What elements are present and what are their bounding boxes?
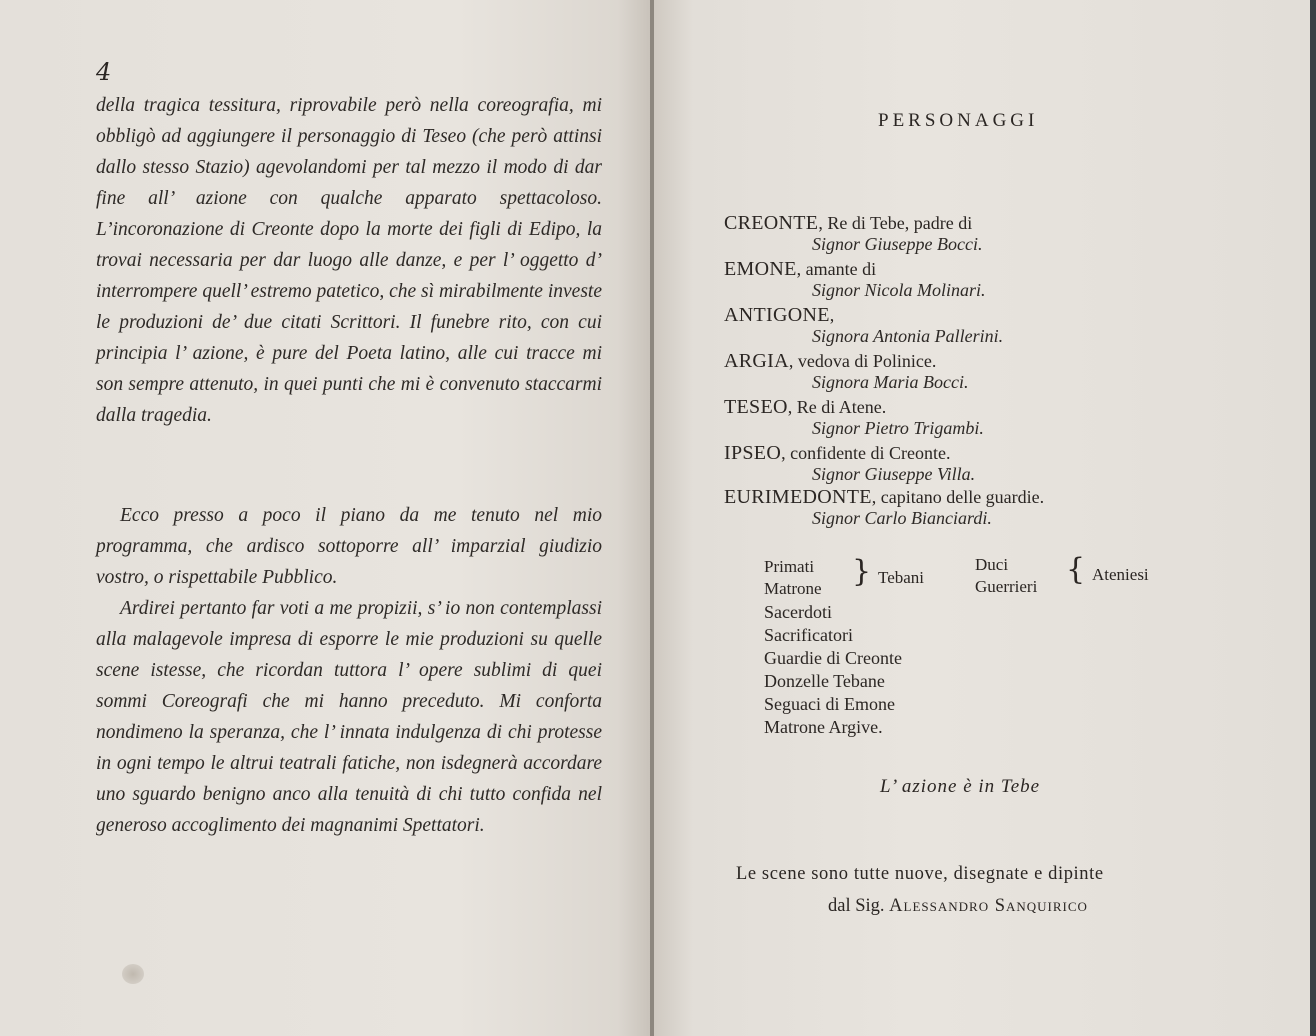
group-theban-item: Primati [764, 557, 815, 576]
extra-role: Donzelle Tebane [764, 671, 885, 691]
character-role: , Re di Tebe, padre di [818, 213, 973, 233]
cast-title: PERSONAGGI [878, 110, 1039, 131]
paragraph-closing: Ardirei pertanto far voti a me propizii, s’ io non contemplassi alla malagevole impresa di esporre le mie produzioni su quelle scene istesse, che ricordan tuttora l’ opere sublimi di quei sommi Coreografi che mi hanno preceduto. Mi conforta nondimeno la speranza, che l’ innata indulgenza di chi protesse in ogni tempo le altrui teatrali fatiche, non isdegnerà accordare uno sguardo benigno anco alla tenuità di chi tutto confida nel generoso accoglimento dei magnanimi Spettatori. [96, 598, 602, 836]
character-role: , [829, 305, 835, 325]
actor-name: Signora Maria Bocci. [812, 372, 969, 392]
extra-role: Sacrificatori [764, 625, 853, 645]
character-role: , vedova di Polinice. [788, 351, 937, 371]
character-name: TESEO [724, 396, 788, 418]
group-theban-label: Tebani [878, 568, 925, 587]
actor-name: Signor Giuseppe Villa. [812, 464, 976, 484]
paper-stain [122, 964, 144, 984]
left-page [0, 0, 650, 1036]
character-name: EURIMEDONTE [724, 486, 872, 508]
extra-role: Sacerdoti [764, 602, 832, 622]
page-number: 4 [96, 58, 112, 86]
actor-name: Signor Giuseppe Bocci. [812, 234, 983, 254]
group-athenian-item: Duci [975, 555, 1009, 574]
character-ipseo [724, 442, 951, 465]
character-role: , capitano delle guardie. [871, 487, 1045, 507]
character-name: EMONE [724, 258, 797, 280]
brace-glyph: { [1066, 552, 1086, 587]
actor-name: Signor Carlo Bianciardi. [812, 508, 992, 528]
extra-role: Seguaci di Emone [764, 694, 895, 714]
character-name: IPSEO [724, 442, 782, 464]
brace-glyph: } [852, 554, 872, 589]
paragraph-intro: della tragica tessitura, riprovabile però nella coreografia, mi obbligò ad aggiungere il personaggio di Teseo (che però attinsi dallo stesso Stazio) agevolandomi per tal mezzo il modo di dar fine all’ azione con qualche apparato spettacoloso. L’incoronazione di Creonte dopo la morte dei figli di Edipo, la trovai necessaria per dar luogo alle danze, e per l’ oggetto d’ interrompere quell’ estremo patetico, che sì mirabilmente investe le produzioni de’ due citati Scrittori. Il funebre rito, con cui principia l’ azione, è pure del Poeta latino, alle cui tracce mi son sempre attenuto, in quei punti che mi è convenuto staccarmi dalla tragedia. [96, 95, 602, 426]
group-theban-item: Matrone [764, 579, 822, 598]
actor-name: Signor Pietro Trigambi. [812, 418, 984, 438]
character-role: , confidente di Creonte. [781, 443, 951, 463]
character-role: , amante di [796, 259, 877, 279]
character-name: ARGIA [724, 350, 789, 372]
character-antigone [724, 304, 834, 327]
character-argia [724, 350, 936, 373]
group-athenian-label: Ateniesi [1092, 565, 1149, 584]
character-name: CREONTE [724, 212, 819, 234]
character-teseo [724, 396, 886, 419]
character-emone [724, 258, 876, 281]
paragraph-plan: Ecco presso a poco il piano da me tenuto nel mio programma, che ardisco sottoporre all’ imparzial giudizio vostro, o rispettabile Pubblico. [96, 505, 602, 588]
character-role: , Re di Atene. [787, 397, 887, 417]
character-name: ANTIGONE [724, 304, 830, 326]
setting-line: L’ azione è in Tebe [880, 776, 1041, 797]
background-edge [1310, 0, 1316, 1036]
extra-role: Guardie di Creonte [764, 648, 902, 668]
scenes-credit-prefix: dal Sig. [828, 896, 885, 916]
scenes-credit-artist-line [828, 896, 1088, 917]
character-creonte [724, 212, 972, 235]
actor-name: Signora Antonia Pallerini. [812, 326, 1004, 346]
extra-role: Matrone Argive. [764, 717, 883, 737]
scenes-credit-line: Le scene sono tutte nuove, disegnate e dipinte [736, 864, 1104, 884]
group-athenian-item: Guerrieri [975, 577, 1038, 596]
character-eurimedonte [724, 486, 1044, 509]
scenes-artist-name: Alessandro Sanquirico [889, 896, 1088, 916]
actor-name: Signor Nicola Molinari. [812, 280, 986, 300]
